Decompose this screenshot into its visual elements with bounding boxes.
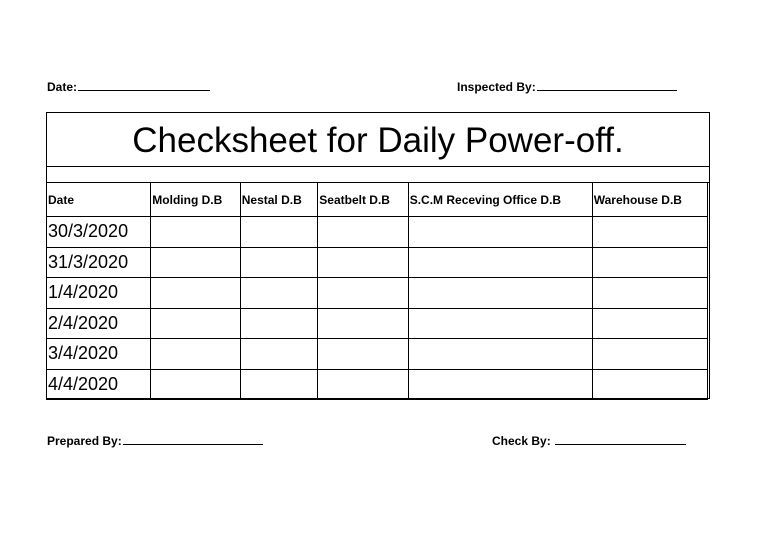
prepared-by-field[interactable] xyxy=(47,432,263,448)
spacer-row xyxy=(47,167,709,183)
table-row xyxy=(47,339,708,370)
date-blank-line[interactable] xyxy=(78,78,210,91)
prepared-by-blank-line[interactable] xyxy=(123,432,263,445)
inspected-by-field[interactable] xyxy=(457,78,677,94)
check-cell[interactable] xyxy=(408,217,592,248)
check-cell[interactable] xyxy=(318,247,408,278)
column-header-nestal: Nestal D.B xyxy=(240,183,318,217)
table-row xyxy=(47,217,708,248)
check-cell[interactable] xyxy=(408,308,592,339)
inspected-by-blank-line[interactable] xyxy=(537,78,677,91)
check-cell[interactable] xyxy=(240,369,318,400)
column-header-date: Date xyxy=(47,183,151,217)
check-cell[interactable] xyxy=(240,247,318,278)
row-date: 2/4/2020 xyxy=(47,308,151,339)
row-date: 30/3/2020 xyxy=(47,217,151,248)
check-cell[interactable] xyxy=(408,278,592,309)
check-cell[interactable] xyxy=(408,339,592,370)
check-cell[interactable] xyxy=(240,308,318,339)
table-row xyxy=(47,278,708,309)
row-date: 3/4/2020 xyxy=(47,339,151,370)
check-cell[interactable] xyxy=(151,308,240,339)
check-cell[interactable] xyxy=(318,369,408,400)
check-cell[interactable] xyxy=(240,217,318,248)
check-by-label: Check By: xyxy=(492,434,555,448)
table-row xyxy=(47,308,708,339)
check-cell[interactable] xyxy=(151,278,240,309)
column-header-warehouse: Warehouse D.B xyxy=(592,183,707,217)
check-cell[interactable] xyxy=(240,339,318,370)
check-cell[interactable] xyxy=(151,369,240,400)
sheet-title: Checksheet for Daily Power-off. xyxy=(47,113,709,167)
check-cell[interactable] xyxy=(318,278,408,309)
check-cell[interactable] xyxy=(592,247,707,278)
inspected-by-label: Inspected By: xyxy=(457,80,536,94)
check-cell[interactable] xyxy=(408,247,592,278)
checksheet-table xyxy=(46,182,708,400)
prepared-by-label: Prepared By: xyxy=(47,434,122,448)
table-row xyxy=(47,247,708,278)
checksheet xyxy=(46,112,710,399)
row-date: 1/4/2020 xyxy=(47,278,151,309)
check-cell[interactable] xyxy=(592,369,707,400)
check-cell[interactable] xyxy=(592,339,707,370)
row-date: 31/3/2020 xyxy=(47,247,151,278)
table-row xyxy=(47,369,708,400)
check-cell[interactable] xyxy=(318,217,408,248)
check-cell[interactable] xyxy=(151,217,240,248)
row-date: 4/4/2020 xyxy=(47,369,151,400)
check-cell[interactable] xyxy=(592,217,707,248)
check-by-blank-line[interactable] xyxy=(555,432,686,445)
check-by-field[interactable] xyxy=(492,432,686,448)
check-cell[interactable] xyxy=(318,339,408,370)
check-cell[interactable] xyxy=(240,278,318,309)
header-row xyxy=(47,183,708,217)
check-cell[interactable] xyxy=(592,308,707,339)
column-header-molding: Molding D.B xyxy=(151,183,240,217)
date-field[interactable] xyxy=(47,78,210,94)
check-cell[interactable] xyxy=(318,308,408,339)
check-cell[interactable] xyxy=(151,339,240,370)
date-label: Date: xyxy=(47,80,78,94)
check-cell[interactable] xyxy=(151,247,240,278)
column-header-scm-office: S.C.M Receving Office D.B xyxy=(408,183,592,217)
column-header-seatbelt: Seatbelt D.B xyxy=(318,183,408,217)
check-cell[interactable] xyxy=(592,278,707,309)
check-cell[interactable] xyxy=(408,369,592,400)
